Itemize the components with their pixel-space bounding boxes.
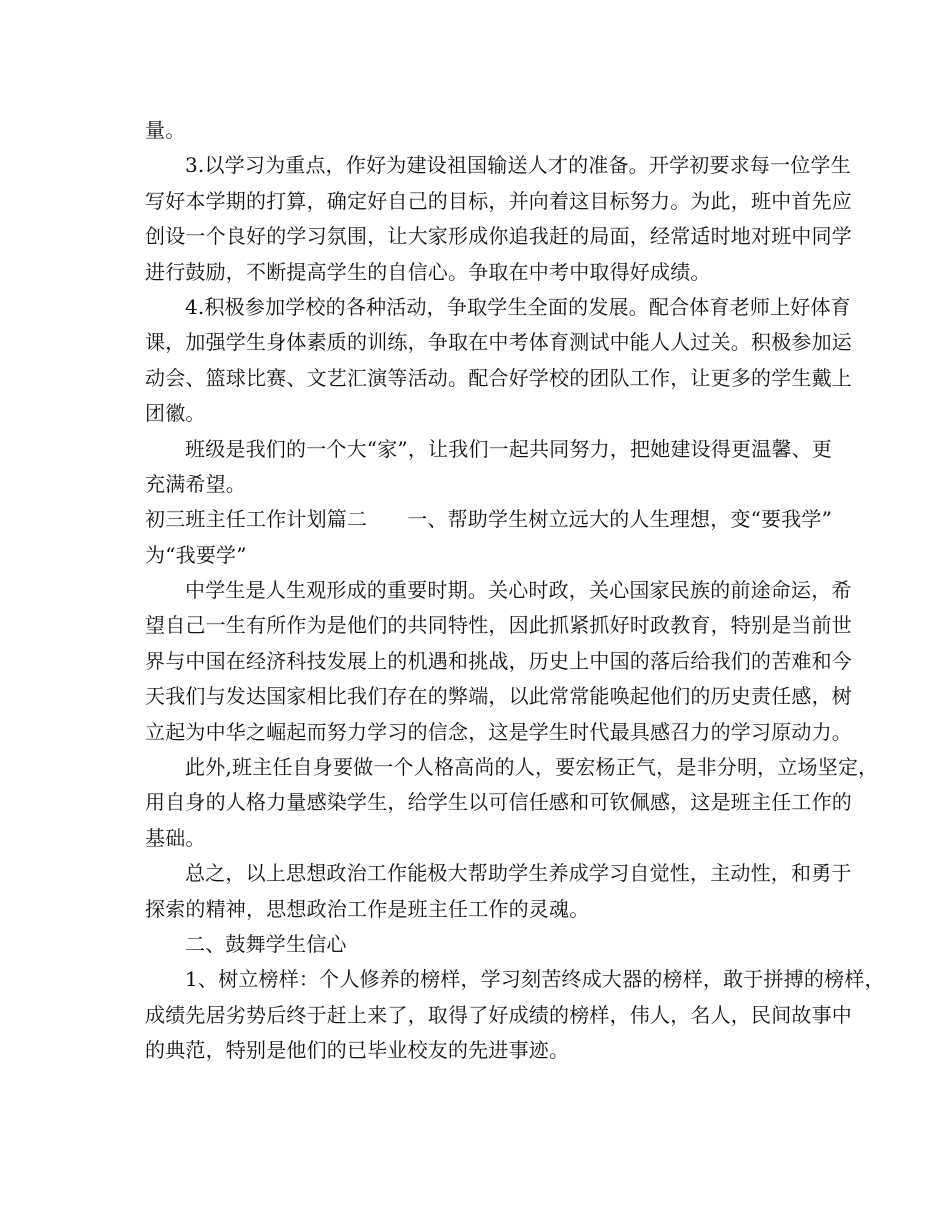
text-line: 量。 — [145, 118, 186, 142]
text-line: 界与中国在经济科技发展上的机遇和挑战，历史上中国的落后给我们的苦难和今 — [145, 648, 852, 673]
heading-line: 二、鼓舞学生信心 — [185, 931, 347, 956]
text-line: 动会、篮球比赛、文艺汇演等活动。配合好学校的团队工作，让更多的学生戴上 — [145, 365, 852, 390]
text-line: 中学生是人生观形成的重要时期。关心时政，关心国家民族的前途命运，希 — [185, 578, 852, 603]
text-line: 天我们与发达国家相比我们存在的弊端，以此常常能唤起他们的历史责任感，树 — [145, 684, 852, 709]
text-line: 成绩先居劣势后终于赶上来了，取得了好成绩的榜样，伟人，名人，民间故事中 — [145, 1002, 852, 1027]
text-line: 基础。 — [145, 825, 206, 850]
text-line: 4.积极参加学校的各种活动，争取学生全面的发展。配合体育老师上好体育 — [185, 294, 851, 319]
section-title: 初三班主任工作计划篇二 — [145, 507, 368, 532]
text-line: 课，加强学生身体素质的训练，争取在中考体育测试中能人人过关。积极参加运 — [145, 330, 852, 355]
text-line: 的典范，特别是他们的已毕业校友的先进事迹。 — [145, 1038, 570, 1063]
text-line: 总之，以上思想政治工作能极大帮助学生养成学习自觉性，主动性，和勇于 — [185, 861, 852, 886]
text-line: 创设一个良好的学习氛围，让大家形成你追我赶的局面，经常适时地对班中同学 — [145, 224, 852, 249]
text-line: 望自己一生有所作为是他们的共同特性，因此抓紧抓好时政教育，特别是当前世 — [145, 613, 852, 638]
text-line: 充满希望。 — [145, 471, 246, 496]
text-line: 立起为中华之崛起而努力学习的信念，这是学生时代最具感召力的学习原动力。 — [145, 719, 852, 744]
text-line: 3.以学习为重点，作好为建设祖国输送人才的准备。开学初要求每一位学生 — [185, 153, 851, 178]
text-line: 1、树立榜样：个人修养的榜样，学习刻苦终成大器的榜样，敢于拼搏的榜样， — [185, 967, 885, 992]
text-line: 写好本学期的打算，确定好自己的目标，并向着这目标努力。为此，班中首先应 — [145, 188, 852, 213]
section-heading: 一、帮助学生树立远大的人生理想，变“要我学” — [407, 507, 833, 532]
document-body — [145, 113, 885, 1069]
text-line: 用自身的人格力量感染学生，给学生以可信任感和可钦佩感，这是班主任工作的 — [145, 790, 852, 815]
section-title-line — [145, 502, 835, 537]
text-line: 进行鼓励，不断提高学生的自信心。争取在中考中取得好成绩。 — [145, 259, 711, 284]
text-line: 此外,班主任自身要做一个人格高尚的人，要宏杨正气，是非分明，立场坚定， — [185, 755, 879, 780]
text-line: 班级是我们的一个大“家”，让我们一起共同努力，把她建设得更温馨、更 — [185, 436, 833, 461]
text-line: 探索的精神，思想政治工作是班主任工作的灵魂。 — [145, 896, 590, 921]
text-line: 为“我要学” — [145, 542, 247, 567]
text-line: 团徽。 — [145, 401, 206, 426]
